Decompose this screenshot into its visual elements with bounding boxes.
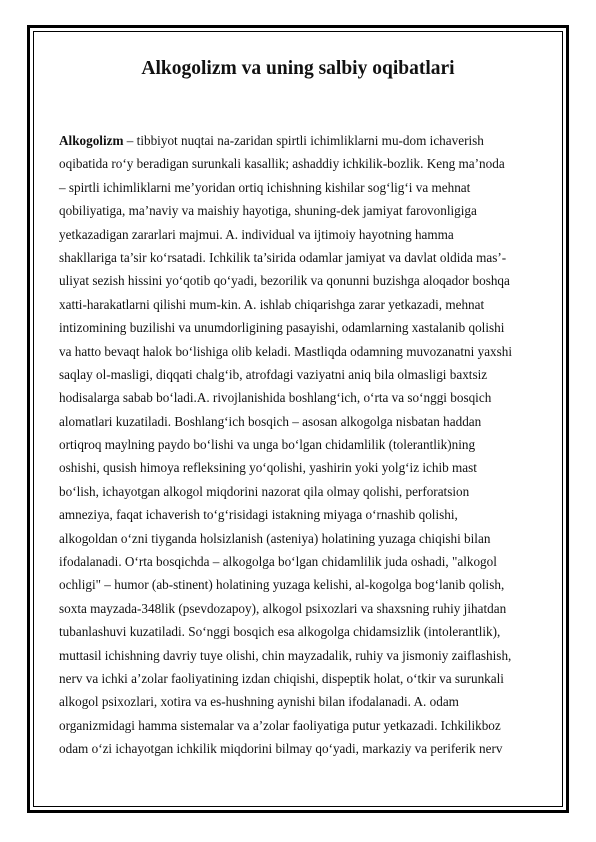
text-line: hodisalarga sabab bo‘ladi.A. rivojlanishida boshlang‘ich, o‘rta va so‘nggi bosqich bbox=[59, 390, 492, 406]
text-line: uliyat sezish hissini yo‘qotib qo‘yadi, bezorilik va qonunni buzishga aloqador boshqa bbox=[59, 273, 510, 289]
text-line bbox=[59, 129, 551, 152]
text-line: yetkazadigan zararlari majmui. A. individual va ijtimoiy hayotning hamma bbox=[59, 226, 454, 242]
text-line: shakllariga ta’sir ko‘rsatadi. Ichkilik ta’sirida odamlar jamiyat va davlat oldida mas’- bbox=[59, 249, 507, 265]
text-line: saqlay ol-masligi, diqqati chalg‘ib, atrofdagi vaziyatni aniq bila olmasligi baxtsiz bbox=[59, 366, 488, 382]
text-line: soxta mayzada-348lik (psevdozapoy), alkogol psixozlari va shaxsning ruhiy jihatdan bbox=[59, 600, 507, 616]
text-line: qobiliyatiga, ma’naviy va maishiy hayotiga, shuning-dek jamiyat farovonligiga bbox=[59, 203, 477, 219]
text-line: ochligi" – humor (ab-stinent) holatining yuzaga kelishi, al-kogolga bog‘lanib qolish, bbox=[59, 577, 505, 593]
term-bold: Alkogolizm bbox=[59, 133, 124, 148]
text-line: alkogoldan o‘zni tiyganda holsizlanish (asteniya) holatining yuzaga chiqishi bilan bbox=[59, 530, 491, 546]
text-line: alomatlari kuzatiladi. Boshlang‘ich bosqich – asosan alkogolga nisbatan haddan bbox=[59, 413, 482, 429]
text-line: organizmidagi hamma sistemalar va a’zolar faoliyatiga putur yetkazadi. Ichkilikboz bbox=[59, 717, 501, 733]
text-line: muttasil ichishning davriy tuye olishi, chin mayzadalik, ruhiy va jismoniy zaiflashish, bbox=[59, 647, 512, 663]
text-line: nerv va ichki a’zolar faoliyatining izdan chiqishi, dispeptik holat, o‘tkir va surunkali bbox=[59, 670, 504, 686]
text-line: odam o‘zi ichayotgan ichkilik miqdorini bilmay qo‘yadi, markaziy va periferik nerv bbox=[59, 741, 503, 757]
text-line: va hatto bevaqt halok bo‘lishiga olib keladi. Mastliqda odamning muvozanatni yaxshi bbox=[59, 343, 513, 359]
text-line: ortiqroq maylning paydo bo‘lishi va unga bo‘lgan chidamlilik (tolerantlik)ning bbox=[59, 437, 476, 453]
text-line: intizomining buzilishi va unumdorligining pasayishi, odamlarning xastalanib qolishi bbox=[59, 320, 505, 336]
text-line: tubanlashuvi kuzatiladi. So‘nggi bosqich esa alkogolga chidamsizlik (intolerantlik), bbox=[59, 624, 501, 640]
text-line-content: – tibbiyot nuqtai na-zaridan spirtli ichimliklarni mu-dom ichaverish bbox=[123, 133, 484, 148]
text-line: amneziya, faqat ichaverish to‘g‘risidagi istakning miyaga o‘rnashib qolishi, bbox=[59, 507, 458, 523]
document-body bbox=[59, 129, 551, 761]
text-line: xatti-harakatlarni qilishi mum-kin. A. ishlab chiqarishga zarar yetkazadi, mehnat bbox=[59, 296, 485, 312]
text-line: ifodalanadi. O‘rta bosqichda – alkogolga bo‘lgan chidamlilik juda oshadi, "alkogol bbox=[59, 554, 497, 570]
text-line: bo‘lish, ichayotgan alkogol miqdorini nazorat qila olmay qolishi, perforatsion bbox=[59, 483, 470, 499]
text-line: – spirtli ichimliklarni me’yoridan ortiq ichishning kishilar sog‘lig‘i va mehnat bbox=[59, 179, 471, 195]
text-line: oshishi, qusish himoya refleksining yo‘qolishi, yashirin yoki yolg‘iz ichib mast bbox=[59, 460, 477, 476]
text-line: alkogol psixozlari, xotira va es-hushning aynishi bilan ifodalanadi. A. odam bbox=[59, 694, 459, 710]
text-line: oqibatida ro‘y beradigan surunkali kasallik; ashaddiy ichkilik-bozlik. Keng ma’noda bbox=[59, 156, 505, 172]
document-title: Alkogolizm va uning salbiy oqibatlari bbox=[141, 58, 455, 79]
